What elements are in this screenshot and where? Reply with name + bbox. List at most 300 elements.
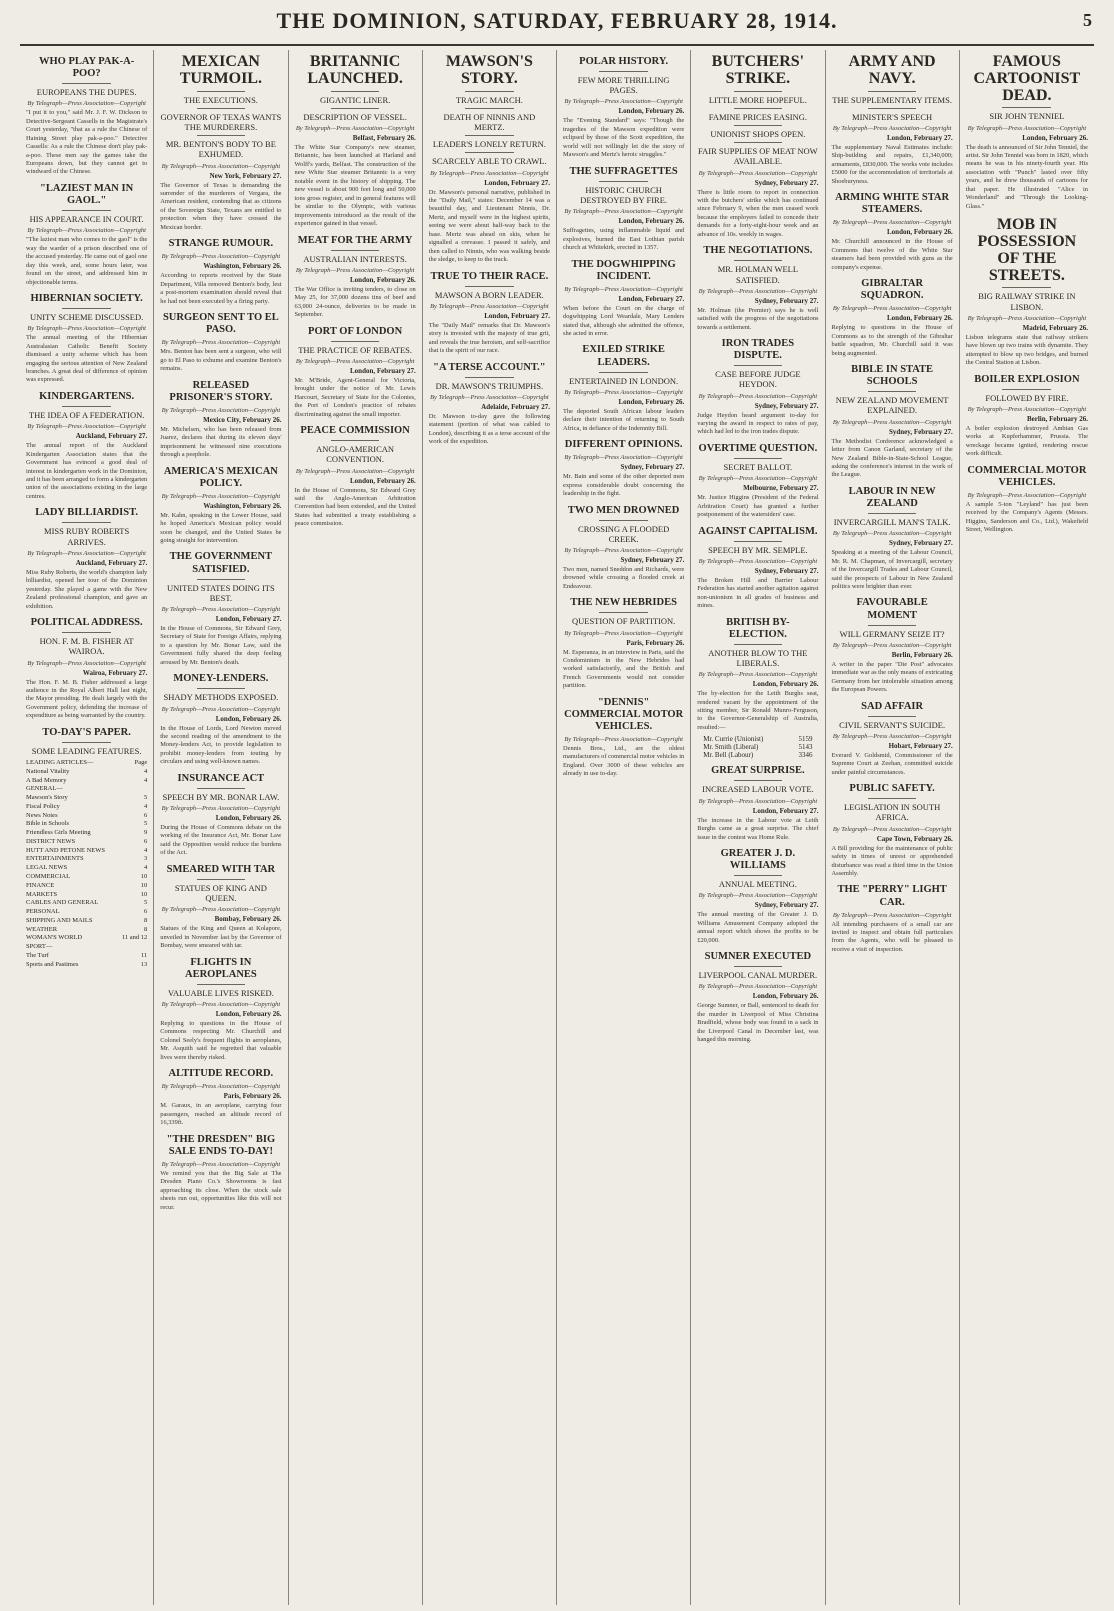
contents-item: LEADING ARTICLES— — [26, 759, 94, 767]
dateline-place: London, February 26. — [350, 476, 416, 485]
column — [289, 50, 423, 1605]
article — [563, 597, 684, 691]
article — [697, 338, 818, 437]
dateline-place: London, February 26. — [752, 992, 819, 1001]
article — [563, 166, 684, 253]
dateline-place: Wairoa, February 27. — [82, 668, 148, 677]
dateline: By Telegraph—Press Association—Copyright — [967, 405, 1087, 413]
article-body: In the House of Commons, Sir Edward Grey said the Anglo-American Arbitration Convention had been extended, and the United States had submitted a treaty establishing a peace commission. — [294, 486, 416, 528]
dateline: By Telegraph—Press Association—Copyright — [564, 454, 683, 462]
dateline-place: Sydney, February 27. — [620, 555, 685, 564]
contents-page: 6 — [144, 908, 148, 916]
contents-page: 10 — [140, 872, 148, 880]
article-headline: THE "PERRY" LIGHT CAR. — [837, 884, 947, 908]
article — [697, 617, 818, 760]
article-headline: "LAZIEST MAN IN GAOL." — [40, 182, 134, 206]
contents-item: WOMAN'S WORLD — [26, 934, 83, 942]
divider — [197, 688, 246, 689]
article — [160, 551, 281, 667]
article-body: The "Daily Mail" remarks that Dr. Mawson's story is invested with the majesty of true grit, and reveals the true heroism, and self-sacrifice that is the spirit of our race. — [428, 321, 550, 355]
article-body: In the House of Lords, Lord Newton moved the second reading of the amendment to the Money-lenders Act, to provide legislation to prohibit money-lenders from touting by circulars and using well-known names. — [160, 724, 282, 766]
article — [160, 380, 281, 460]
contents-row — [26, 812, 147, 821]
article-headline: FLIGHTS IN AEROPLANES — [184, 956, 257, 980]
dateline: By Telegraph—Press Association—Copyright — [430, 393, 549, 401]
article-subheading: SCARCELY ABLE TO CRAWL. — [432, 156, 547, 167]
article-subheading: MINISTER'S SPEECH — [852, 111, 933, 122]
divider — [197, 135, 246, 136]
contents-row — [26, 952, 147, 961]
article-headline: BIBLE IN STATE SCHOOLS — [851, 364, 934, 388]
article — [563, 697, 684, 779]
divider — [599, 372, 648, 373]
article-headline: MOB IN POSSESSION OF THE STREETS. — [977, 216, 1077, 284]
dateline: By Telegraph—Press Association—Copyright — [832, 305, 952, 313]
dateline-place: London, February 26. — [752, 680, 819, 689]
dateline-place: Sydney, February 27. — [754, 296, 819, 305]
article-headline: IRON TRADES DISPUTE. — [721, 338, 795, 362]
divider — [62, 632, 111, 633]
dateline: By Telegraph—Press Association—Copyright — [161, 162, 281, 170]
article-body: The "Evening Standard" says: "Though the tragedies of the Mawson expedition were eclipsed by those of the Scott expedition, the world will not willingly let die the story of Mawson's and Mertz's heroic struggles." — [563, 117, 685, 159]
divider — [197, 91, 246, 92]
article-subheading: AUSTRALIAN INTERESTS. — [303, 253, 407, 264]
article — [832, 597, 953, 694]
article-subheading: FEW MORE THRILLING PAGES. — [577, 75, 670, 96]
dateline-place: Belfast, February 26. — [352, 133, 416, 142]
article-subheading: LEADER'S LONELY RETURN. — [432, 139, 546, 150]
votes: 3346 — [798, 751, 813, 760]
article-subheading: THE PRACTICE OF REBATES. — [298, 344, 413, 355]
dateline-place: London, February 26. — [1022, 133, 1088, 142]
dateline-place: Bombay, February 26. — [214, 915, 282, 924]
contents-page: 3 — [144, 855, 148, 863]
article-body: Replying to questions in the House of Commons as to the strength of the Gibraltar battle squadron, Mr. Churchill said it was being augmented. — [831, 324, 953, 357]
contents-item: Mawson's Story — [26, 794, 68, 802]
contents-page: 8 — [144, 916, 148, 924]
dateline-place: Mexico City, February 26. — [203, 415, 282, 424]
article-subheading: LEGISLATION IN SOUTH AFRICA. — [843, 802, 941, 823]
divider — [734, 780, 783, 781]
article-subheading: EUROPEANS THE DUPES. — [36, 87, 137, 98]
article-headline: KINDERGARTENS. — [39, 390, 135, 402]
divider — [868, 798, 917, 799]
contents-page: 4 — [144, 776, 148, 784]
contents-page: 5 — [144, 820, 148, 828]
article — [832, 783, 953, 878]
article-headline: PEACE COMMISSION — [300, 425, 410, 437]
dateline: By Telegraph—Press Association—Copyright — [832, 418, 952, 426]
dateline: By Telegraph—Press Association—Copyright — [564, 285, 683, 293]
article-body: "The laziest man who comes to the gaol" is the way the warder of a prison described one of the accused yesterday. He came out of gaol one day this week, and, some hours later, was found on the street, and addressed him in objectionable terms. — [26, 236, 148, 286]
article-body: Mr. M'Bride, Agent-General for Victoria, brought under the notice of Mr. Lewis Harcourt, Secretary of State for the Colonies, the Port of London's practice of rebates discriminating against the small importer. — [294, 376, 416, 418]
article-subheading: WILL GERMANY SEIZE IT? — [839, 628, 945, 639]
article-subheading: SPEECH BY MR. SEMPLE. — [708, 544, 808, 555]
dateline-place: London, February 26. — [887, 314, 953, 323]
article-subheading: FAMINE PRICES EASING. — [708, 111, 808, 122]
dateline-place: Paris, February 26. — [626, 638, 685, 647]
article-body: Statues of the King and Queen at Kolapore, unveiled in November last by the Governor of Bombay, were smeared with tar. — [160, 925, 282, 950]
contents-item: FINANCE — [26, 881, 55, 889]
article-body: Judge Heydon heard argument to-day for varying the award in respect to rates of pay, which had led to the iron trades dispute. — [697, 411, 819, 436]
dateline-place: Sydney, February 27. — [888, 427, 953, 436]
article — [832, 364, 953, 480]
contents-item: SHIPPING AND MAILS — [26, 916, 93, 924]
article-body: When before the Court on the charge of dogwhipping Lord Weardale, Mary Lenders stated that, although she admitted the offence, she acted in error. — [563, 304, 685, 337]
article-body: The annual meeting of the Hibernian Australasian Catholic Benefit Society dismissed a unity scheme which has been engaging the serious attention of New Zealand branches. A great deal of difference of opinion was expressed. — [26, 334, 148, 384]
dateline: By Telegraph—Press Association—Copyright — [161, 805, 281, 813]
dateline-place: Auckland, February 27. — [75, 432, 148, 441]
article-headline: MAWSON'S STORY. — [445, 53, 533, 87]
dateline: By Telegraph—Press Association—Copyright — [161, 705, 281, 713]
divider — [1002, 287, 1051, 288]
article-subheading: ANNUAL MEETING. — [718, 879, 797, 890]
article-subheading: GOVERNOR OF TEXAS WANTS THE MURDERERS. — [160, 111, 282, 132]
divider — [465, 377, 514, 378]
dateline-place: London, February 27. — [215, 614, 282, 623]
article-body: The annual meeting of the Greater J. D. Williams Amusement Company adopted the annual report which shows the profits to be £20,000. — [697, 911, 819, 944]
contents-row — [26, 777, 147, 786]
article-subheading: THE EXECUTIONS. — [183, 94, 258, 105]
divider — [465, 286, 514, 287]
article-subheading: ANGLO-AMERICAN CONVENTION. — [316, 444, 395, 465]
article — [697, 765, 818, 842]
contents-page: 4 — [144, 767, 148, 775]
article-subheading: DEATH OF NINNIS AND MERTZ. — [443, 111, 536, 132]
contents-row — [26, 803, 147, 812]
article-subheading: UNIONIST SHOPS OPEN. — [710, 128, 806, 139]
contents-page: 10 — [140, 881, 148, 889]
article-subheading: SHADY METHODS EXPOSED. — [163, 692, 279, 703]
divider — [331, 250, 380, 251]
contents-page: 10 — [140, 890, 148, 898]
article-headline: LADY BILLIARDIST. — [35, 507, 138, 519]
dateline-place: Paris, February 26. — [223, 1092, 282, 1101]
contents-row — [26, 873, 147, 882]
dateline: By Telegraph—Press Association—Copyright — [698, 287, 818, 295]
divider — [62, 83, 111, 84]
divider — [465, 152, 514, 153]
article-body: Lisbon telegrams state that railway strikers have blown up two trains with dynamite. They attempted to blow up two bridges, and burned the Central Station at Lisbon. — [965, 333, 1088, 367]
article — [563, 439, 684, 498]
dateline: By Telegraph—Press Association—Copyright — [27, 659, 146, 667]
divider — [868, 391, 917, 392]
column — [826, 50, 960, 1605]
dateline-place: Sydney, February 27. — [754, 566, 819, 575]
article-headline: LABOUR IN NEW ZEALAND — [848, 485, 936, 509]
article-headline: BRITISH BY-ELECTION. — [726, 616, 790, 640]
dateline-place: London, February 27. — [350, 366, 416, 375]
contents-row — [26, 855, 147, 864]
article-headline: ARMING WHITE STAR STEAMERS. — [835, 192, 950, 216]
votes: 5143 — [798, 743, 813, 752]
contents-item: HUTT AND PETONE NEWS — [26, 846, 106, 854]
dateline-place: Sydney, February 27. — [754, 401, 819, 410]
article-body: Dr. Mawson's personal narrative, published in the "Daily Mail," states: December 14 was a beautiful day, and Lieutenant Ninnis, Dr. Mertz, and myself were in the highest spirits, seeing we were about half-way back to the base. Mertz was ahead on skis, when he signalled a crevasse. I passed it safely, and then called to Ninnis, who was walking beside the sledge, to keep to the track. — [428, 188, 550, 264]
contents-item: The Turf — [26, 951, 49, 959]
article — [295, 235, 416, 320]
dateline-place: London, February 26. — [215, 1009, 282, 1018]
article-headline: RELEASED PRISONER'S STORY. — [169, 379, 273, 403]
article — [563, 344, 684, 433]
article-headline: SAD AFFAIR — [861, 700, 924, 712]
contents-item: MARKETS — [26, 890, 58, 898]
dateline-place: London, February 26. — [887, 228, 953, 237]
article — [160, 773, 281, 858]
article-subheading: UNITED STATES DOING ITS BEST. — [167, 582, 275, 603]
dateline: By Telegraph—Press Association—Copyright — [161, 1000, 281, 1008]
dateline: By Telegraph—Press Association—Copyright — [564, 208, 683, 216]
dateline-place: London, February 26. — [350, 275, 416, 284]
contents-item: LEGAL NEWS — [26, 864, 68, 872]
article-headline: DIFFERENT OPINIONS. — [564, 439, 683, 451]
divider — [465, 91, 514, 92]
article-headline: TWO MEN DROWNED — [567, 504, 680, 516]
article-body: All intending purchasers of a small car are invited to inspect and obtain full particulars from the Agents, who will be pleased to receive a visit of inspection. — [831, 920, 953, 953]
article-body: George Sumner, or Ball, sentenced to death for the murder in Liverpool of Miss Christina Bradfield, whose body was found in a sack in the Liverpool Canal in December last, was hanged this morning. — [697, 1002, 819, 1044]
dateline: By Telegraph—Press Association—Copyright — [295, 266, 415, 274]
dateline-place: Cape Town, February 26. — [876, 834, 953, 843]
contents-page: 11 and 12 — [121, 934, 148, 942]
masthead — [20, 6, 1094, 46]
contents-row — [26, 864, 147, 873]
article — [26, 617, 147, 721]
divider — [1002, 389, 1051, 390]
contents-page: 13 — [140, 960, 148, 968]
article — [563, 259, 684, 339]
article-body: In the House of Commons, Sir Edward Grey, Secretary of State for Foreign Affairs, replying to a question by Mr. Bonar Law, said the Government fully shared the deep feeling aroused by Mr. Benton's death. — [160, 624, 282, 666]
contents-item: GENERAL— — [26, 785, 63, 793]
article-subheading: ENTERTAINED IN LONDON. — [569, 375, 679, 386]
article-headline: AGAINST CAPITALISM. — [698, 525, 818, 537]
article-subheading: CASE BEFORE JUDGE HEYDON. — [715, 369, 801, 390]
article — [966, 465, 1088, 535]
article-subheading: MISS RUBY ROBERTS ARRIVES. — [44, 526, 130, 547]
article — [697, 443, 818, 520]
dateline: By Telegraph—Press Association—Copyright — [832, 911, 952, 919]
election-results — [697, 735, 818, 759]
article-headline: TRUE TO THEIR RACE. — [430, 270, 549, 282]
divider — [734, 125, 783, 126]
article — [697, 951, 818, 1045]
divider — [331, 440, 380, 441]
contents-row — [26, 794, 147, 803]
article-body: Everard V. Goldsmid, Commissioner of the Supreme Court at Zeehan, committed suicide under painful circumstances. — [831, 751, 953, 776]
divider — [734, 91, 783, 92]
dateline: By Telegraph—Press Association—Copyright — [27, 549, 146, 557]
article-body: The Hon. F. M. B. Fisher addressed a large audience in the Royal Albert Hall last night, the Mayor presiding. He dealt largely with the Government policy, defending the increase of expenditure as being warranted by the country. — [26, 678, 148, 720]
article-subheading: MAWSON A BORN LEADER. — [434, 289, 544, 300]
divider — [868, 513, 917, 514]
article-headline: BOILER EXPLOSION — [974, 373, 1080, 385]
column — [423, 50, 557, 1605]
article-subheading: TRAGIC MARCH. — [455, 94, 523, 105]
article — [966, 54, 1088, 211]
result-row — [697, 751, 818, 759]
divider — [734, 966, 783, 967]
contents-list — [26, 759, 147, 969]
article-headline: INSURANCE ACT — [177, 772, 265, 784]
article-subheading: DESCRIPTION OF VESSEL. — [303, 111, 407, 122]
article-subheading: UNITY SCHEME DISCUSSED. — [29, 312, 144, 323]
article-body: "I put it to you," said Mr. J. F. W. Dickson to Detective-Sergeant Cassells in the Magistrate's Court yesterday, "that as a rule the Chinese of Haining Street play pak-a-poo." Detective Cassells: As a rule the Chinese don't play pak-a-poo. These men say the games take the Europeans down, but they cannot get to windward of the Chinese. — [26, 109, 148, 176]
divider — [599, 520, 648, 521]
article-headline: PUBLIC SAFETY. — [849, 783, 935, 795]
divider — [197, 579, 246, 580]
article-headline: THE NEW HEBRIDES — [570, 597, 677, 609]
article — [966, 217, 1088, 367]
dateline: By Telegraph—Press Association—Copyright — [161, 253, 281, 261]
article-headline: THE NEGOTIATIONS. — [703, 245, 813, 257]
article-headline: WHO PLAY PAK-A-POO? — [38, 56, 135, 80]
dateline: By Telegraph—Press Association—Copyright — [27, 100, 146, 108]
dateline: By Telegraph—Press Association—Copyright — [967, 124, 1087, 132]
article-subheading: FAIR SUPPLIES OF MEAT NOW AVAILABLE. — [698, 146, 818, 167]
contents-item: News Notes — [26, 811, 58, 819]
article-body: The deported South African labour leaders declare their intention of returning to South Africa, in defiance of the Indemnity Bill. — [563, 407, 685, 432]
article — [429, 54, 550, 265]
article-headline: MONEY-LENDERS. — [173, 673, 269, 685]
dateline-place: Madrid, February 26. — [1022, 323, 1088, 332]
contents-row — [26, 785, 147, 794]
divider — [734, 458, 783, 459]
dateline: By Telegraph—Press Association—Copyright — [698, 557, 818, 565]
masthead-title: THE DOMINION, SATURDAY, FEBRUARY 28, 1914. — [276, 8, 838, 33]
contents-row — [26, 943, 147, 952]
contents-page: 4 — [144, 802, 148, 810]
article — [697, 848, 818, 945]
column — [691, 50, 825, 1605]
divider — [868, 108, 917, 109]
article — [26, 293, 147, 385]
candidate: Mr. Currie (Unionist) — [703, 735, 764, 744]
article — [26, 391, 147, 501]
dateline-place: Melbourne, February 27. — [743, 484, 819, 493]
article-subheading: VALUABLE LIVES RISKED. — [167, 987, 274, 998]
article-subheading: CIVIL SERVANT'S SUICIDE. — [839, 719, 946, 730]
contents-item: Fiscal Policy — [26, 802, 60, 810]
article-body: The increase in the Labour vote at Leith Burghs came as a great surprise. The chief issue in the contest was Home Rule. — [697, 816, 819, 841]
article — [26, 727, 147, 970]
dateline-place: Berlin, February 26. — [1026, 414, 1088, 423]
contents-item: SPORT— — [26, 943, 53, 951]
dateline-place: London, February 26. — [215, 814, 282, 823]
dateline: By Telegraph—Press Association—Copyright — [564, 98, 683, 106]
contents-item: CABLES AND GENERAL — [26, 899, 99, 907]
dateline-place: Washington, February 26. — [203, 262, 282, 271]
contents-row — [26, 768, 147, 777]
contents-item: COMMERCIAL — [26, 872, 71, 880]
divider — [62, 406, 111, 407]
article — [160, 54, 281, 232]
dateline: By Telegraph—Press Association—Copyright — [295, 124, 415, 132]
dateline: By Telegraph—Press Association—Copyright — [698, 797, 818, 805]
contents-page: 4 — [144, 846, 148, 854]
contents-row — [26, 926, 147, 935]
article — [160, 238, 281, 306]
divider — [734, 142, 783, 143]
article — [295, 425, 416, 529]
divider — [599, 181, 648, 182]
divider — [599, 71, 648, 72]
article-body: According to reports received by the State Department, Villa removed Benton's body, lest a post-mortem examination should reveal that he had not been executed by a firing party. — [160, 272, 282, 305]
article-subheading: HON. F. M. B. FISHER AT WAIROA. — [39, 636, 134, 657]
article-body: The White Star Company's new steamer, Britannic, has been launched at Harland and Wolff's yards, Belfast. The construction of the new White Star steamer Britannic is a very notable event in the history of shipping. The new vessel is about 900 feet long and 50,000 tons gross register, and in general features will be similar to the Olympic, with various improvements introduced as the result of the experience gained in that vessel. — [294, 143, 416, 228]
article — [295, 54, 416, 229]
article — [832, 884, 953, 954]
article-body: We remind you that the Big Sale at The Dresden Piano Co.'s Showrooms is fast approaching its close. When the stock sale sheets run out, opportunities like this will not recur. — [160, 1169, 282, 1211]
article-body: Mr. Michelsen, who has been released from Juarez, declares that during its eleven days' imprisonment he witnessed nine executions through a peephole. — [160, 425, 282, 459]
article — [832, 192, 953, 272]
divider — [465, 108, 514, 109]
divider — [734, 108, 783, 109]
divider — [734, 644, 783, 645]
dateline-place: London, February 26. — [618, 107, 685, 116]
article-headline: SURGEON SENT TO EL PASO. — [162, 312, 279, 336]
dateline-place: Sydney, February 27. — [888, 539, 953, 548]
article-body: Mr. Churchill announced in the House of Commons that twelve of the White Star steamers had been provided with guns as the company's expense. — [831, 238, 953, 271]
article-headline: GIBRALTAR SQUADRON. — [860, 278, 924, 302]
article — [563, 56, 684, 160]
column — [154, 50, 288, 1605]
article-subheading: DR. MAWSON'S TRIUMPHS. — [435, 380, 544, 391]
dateline-place: London, February 26. — [215, 714, 282, 723]
article-body: M. Esperanza, in an interview in Paris, said the Condominium in the New Hebrides had worked satisfactorily, and the British and French Governments would not consider partition. — [563, 648, 685, 690]
contents-row — [26, 847, 147, 856]
article-headline: POLITICAL ADDRESS. — [30, 617, 143, 629]
dateline-place: London, February 27. — [484, 178, 550, 187]
contents-page: 4 — [144, 864, 148, 872]
article-subheading: HIS APPEARANCE IN COURT. — [29, 214, 144, 225]
article — [966, 374, 1088, 459]
article-headline: EXILED STRIKE LEADERS. — [582, 344, 665, 368]
article — [697, 245, 818, 332]
dateline: By Telegraph—Press Association—Copyright — [564, 546, 683, 554]
dateline: By Telegraph—Press Association—Copyright — [832, 825, 952, 833]
divider — [868, 716, 917, 717]
article-subheading: LIVERPOOL CANAL MURDER. — [698, 970, 818, 981]
article-headline: PORT OF LONDON — [308, 325, 403, 337]
dateline: By Telegraph—Press Association—Copyright — [295, 467, 415, 475]
article-subheading: GIGANTIC LINER. — [319, 94, 391, 105]
dateline: By Telegraph—Press Association—Copyright — [698, 475, 818, 483]
contents-row — [26, 917, 147, 926]
contents-page: Page — [134, 759, 148, 767]
divider — [331, 341, 380, 342]
dateline-place: London, February 27. — [752, 806, 819, 815]
article-body: Suffragettes, using inflammable liquid and explosives, burned the East Lothian parish church at Whitekirk, erected in 1357. — [563, 227, 685, 252]
contents-row — [26, 934, 147, 943]
article — [832, 486, 953, 592]
dateline-place: London, February 27. — [887, 133, 953, 142]
article-body: Replying to questions in the House of Commons respecting Mr. Churchill and Colonel Seely's frequent flights in aeroplanes, Mr. Asquith said he regretted that valuable lives were thereby risked. — [160, 1019, 282, 1061]
contents-item: ENTERTAINMENTS — [26, 855, 84, 863]
article-headline: THE SUFFRAGETTES — [569, 165, 678, 177]
divider — [197, 788, 246, 789]
article-body: M. Garaux, in an aeroplane, carrying four passengers, reached an altitude record of 16,339ft. — [160, 1102, 282, 1127]
dateline: By Telegraph—Press Association—Copyright — [967, 491, 1087, 499]
contents-row — [26, 829, 147, 838]
dateline: By Telegraph—Press Association—Copyright — [564, 736, 683, 744]
article — [832, 54, 953, 186]
article-headline: POLAR HISTORY. — [579, 56, 669, 67]
dateline: By Telegraph—Press Association—Copyright — [295, 357, 415, 365]
contents-item: A Bad Memory — [26, 776, 67, 784]
contents-item: Friendless Girls Meeting — [26, 829, 91, 837]
dateline-place: Hobart, February 27. — [888, 741, 953, 750]
dateline: By Telegraph—Press Association—Copyright — [698, 983, 818, 991]
contents-page: 8 — [144, 925, 148, 933]
